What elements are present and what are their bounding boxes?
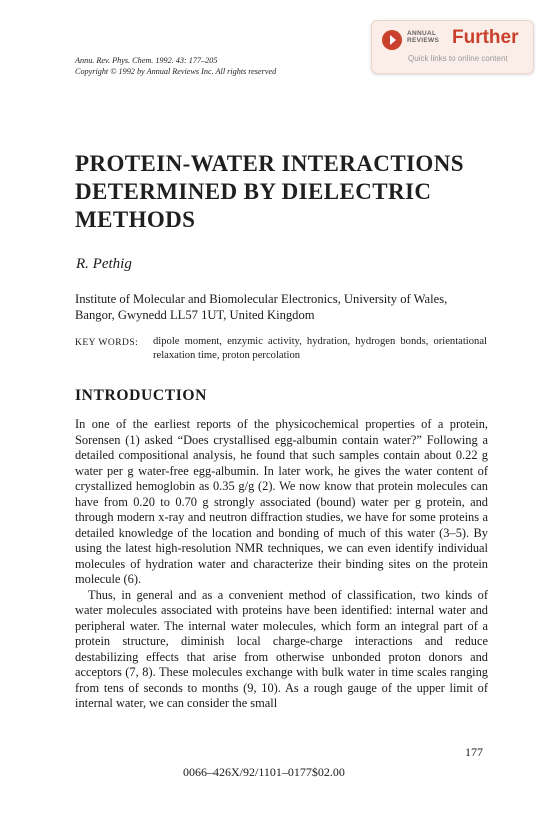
article-title: [75, 150, 515, 234]
keywords-label: KEY WORDS:: [75, 338, 139, 348]
page-number: 177: [465, 745, 483, 759]
badge-annual-word: ANNUAL: [407, 30, 437, 37]
annual-reviews-logo-icon: [382, 30, 402, 50]
author-name: R. Pethig: [76, 256, 132, 272]
section-heading-introduction: INTRODUCTION: [75, 387, 207, 404]
article-title-line3: METHODS: [75, 207, 196, 232]
affiliation-line1: Institute of Molecular and Biomolecular Electronics, University of Wales,: [75, 292, 448, 306]
keywords-list: dipole moment, enzymic activity, hydration, hydrogen bonds, orientational relaxation time, proton percolation: [153, 336, 487, 361]
introduction-paragraph-2: Thus, in general and as a convenient method of classification, two kinds of water molecules associated with proteins have been identified: internal water and peripheral water. The internal water molecules, which form an integral part of a protein structure, diminish local charge-charge interactions and reduce destabilizing effects that arise from otherwise unbonded proton donors and acceptors (7, 8). These molecules exchange with bulk water in time scales ranging from tens of seconds to months (9, 10). As a rough gauge of the upper limit of internal water, we can consider the small: [75, 587, 488, 710]
journal-citation: [75, 55, 276, 77]
badge-publisher-name: [407, 30, 439, 44]
author-affiliation: [75, 291, 490, 323]
introduction-paragraph-1: In one of the earliest reports of the physicochemical properties of a protein, Sorensen (1) asked “Does crystallised egg-albumin contain water?” Following a detailed compositional analysis, he found that such samples contain about 0.22 g water per g water-free egg-albumin. In later work, he gives the water content of crystallized hemoglobin as 0.35 g/g (2). We now know that protein molecules can have from 0.20 to 0.70 g strongly associated (bound) water per g protein, and through modern x-ray and neutron diffraction studies, we have for some proteins a detailed knowledge of the location and bonding of much of this water (3–5). By using the latest high-resolution NMR techniques, we can even identify individual molecules of hydration water and characterize their binding sites on the protein molecule (6).: [75, 417, 488, 586]
journal-citation-line1: Annu. Rev. Phys. Chem. 1992. 43: 177–205: [75, 56, 218, 65]
article-title-line1: PROTEIN-WATER INTERACTIONS: [75, 151, 464, 176]
badge-reviews-word: REVIEWS: [407, 37, 440, 44]
badge-further-label: Further: [452, 27, 519, 48]
badge-subtitle: Quick links to online content: [408, 54, 508, 63]
affiliation-line2: Bangor, Gwynedd LL57 1UT, United Kingdom: [75, 308, 315, 322]
article-title-line2: DETERMINED BY DIELECTRIC: [75, 179, 432, 204]
introduction-body: [75, 417, 488, 712]
journal-citation-line2: Copyright © 1992 by Annual Reviews Inc. All rights reserved: [75, 67, 277, 76]
further-links-badge[interactable]: [371, 20, 534, 74]
article-code: 0066–426X/92/1101–0177$02.00: [183, 765, 345, 779]
